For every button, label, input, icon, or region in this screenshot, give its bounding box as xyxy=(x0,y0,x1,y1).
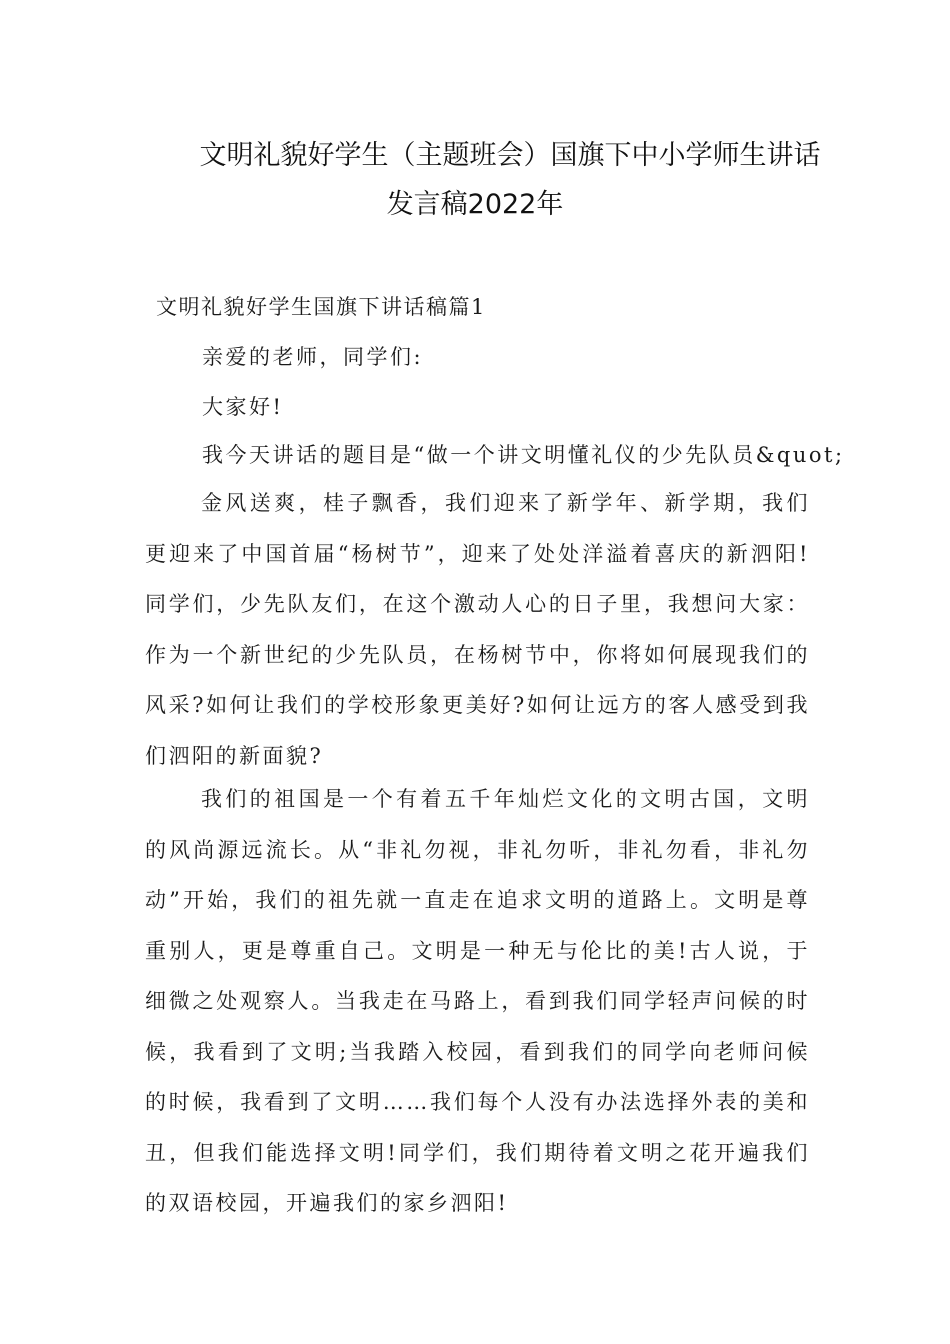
document-title-line-2: 发言稿2022年 xyxy=(386,189,564,220)
hello-line: 大家好! xyxy=(202,395,284,419)
topic-line: 我今天讲话的题目是“做一个讲文明懂礼仪的少先队员&quot; xyxy=(202,443,845,467)
paragraph: 金风送爽，桂子飘香，我们迎来了新学年、新学期，我们更迎来了中国首届“杨树节”，迎来了处处洋溢着喜庆的新泗阳!同学们，少先队友们，在这个激动人心的日子里，我想问大家：作为一个新世纪的少先队员，在杨树节中，你将如何展现我们的风采?如何让我们的学校形象更美好?如何让远方的客人感受到我们泗阳的新面貌? xyxy=(145,491,810,768)
section-heading: 文明礼貌好学生国旗下讲话稿篇1 xyxy=(156,295,486,319)
paragraph: 我们的祖国是一个有着五千年灿烂文化的文明古国，文明的风尚源远流长。从“非礼勿视，非礼勿听，非礼勿看，非礼勿动”开始，我们的祖先就一直走在追求文明的道路上。文明是尊重别人，更是尊重自己。文明是一种无与伦比的美!古人说，于细微之处观察人。当我走在马路上，看到我们同学轻声问候的时候，我看到了文明;当我踏入校园，看到我们的同学向老师问候的时候，我看到了文明……我们每个人没有办法选择外表的美和丑，但我们能选择文明!同学们，我们期待着文明之花开遍我们的双语校园，开遍我们的家乡泗阳! xyxy=(145,787,810,1215)
greeting-line: 亲爱的老师，同学们: xyxy=(202,345,424,369)
document-title-line-1: 文明礼貌好学生（主题班会）国旗下中小学师生讲话 xyxy=(199,140,821,171)
